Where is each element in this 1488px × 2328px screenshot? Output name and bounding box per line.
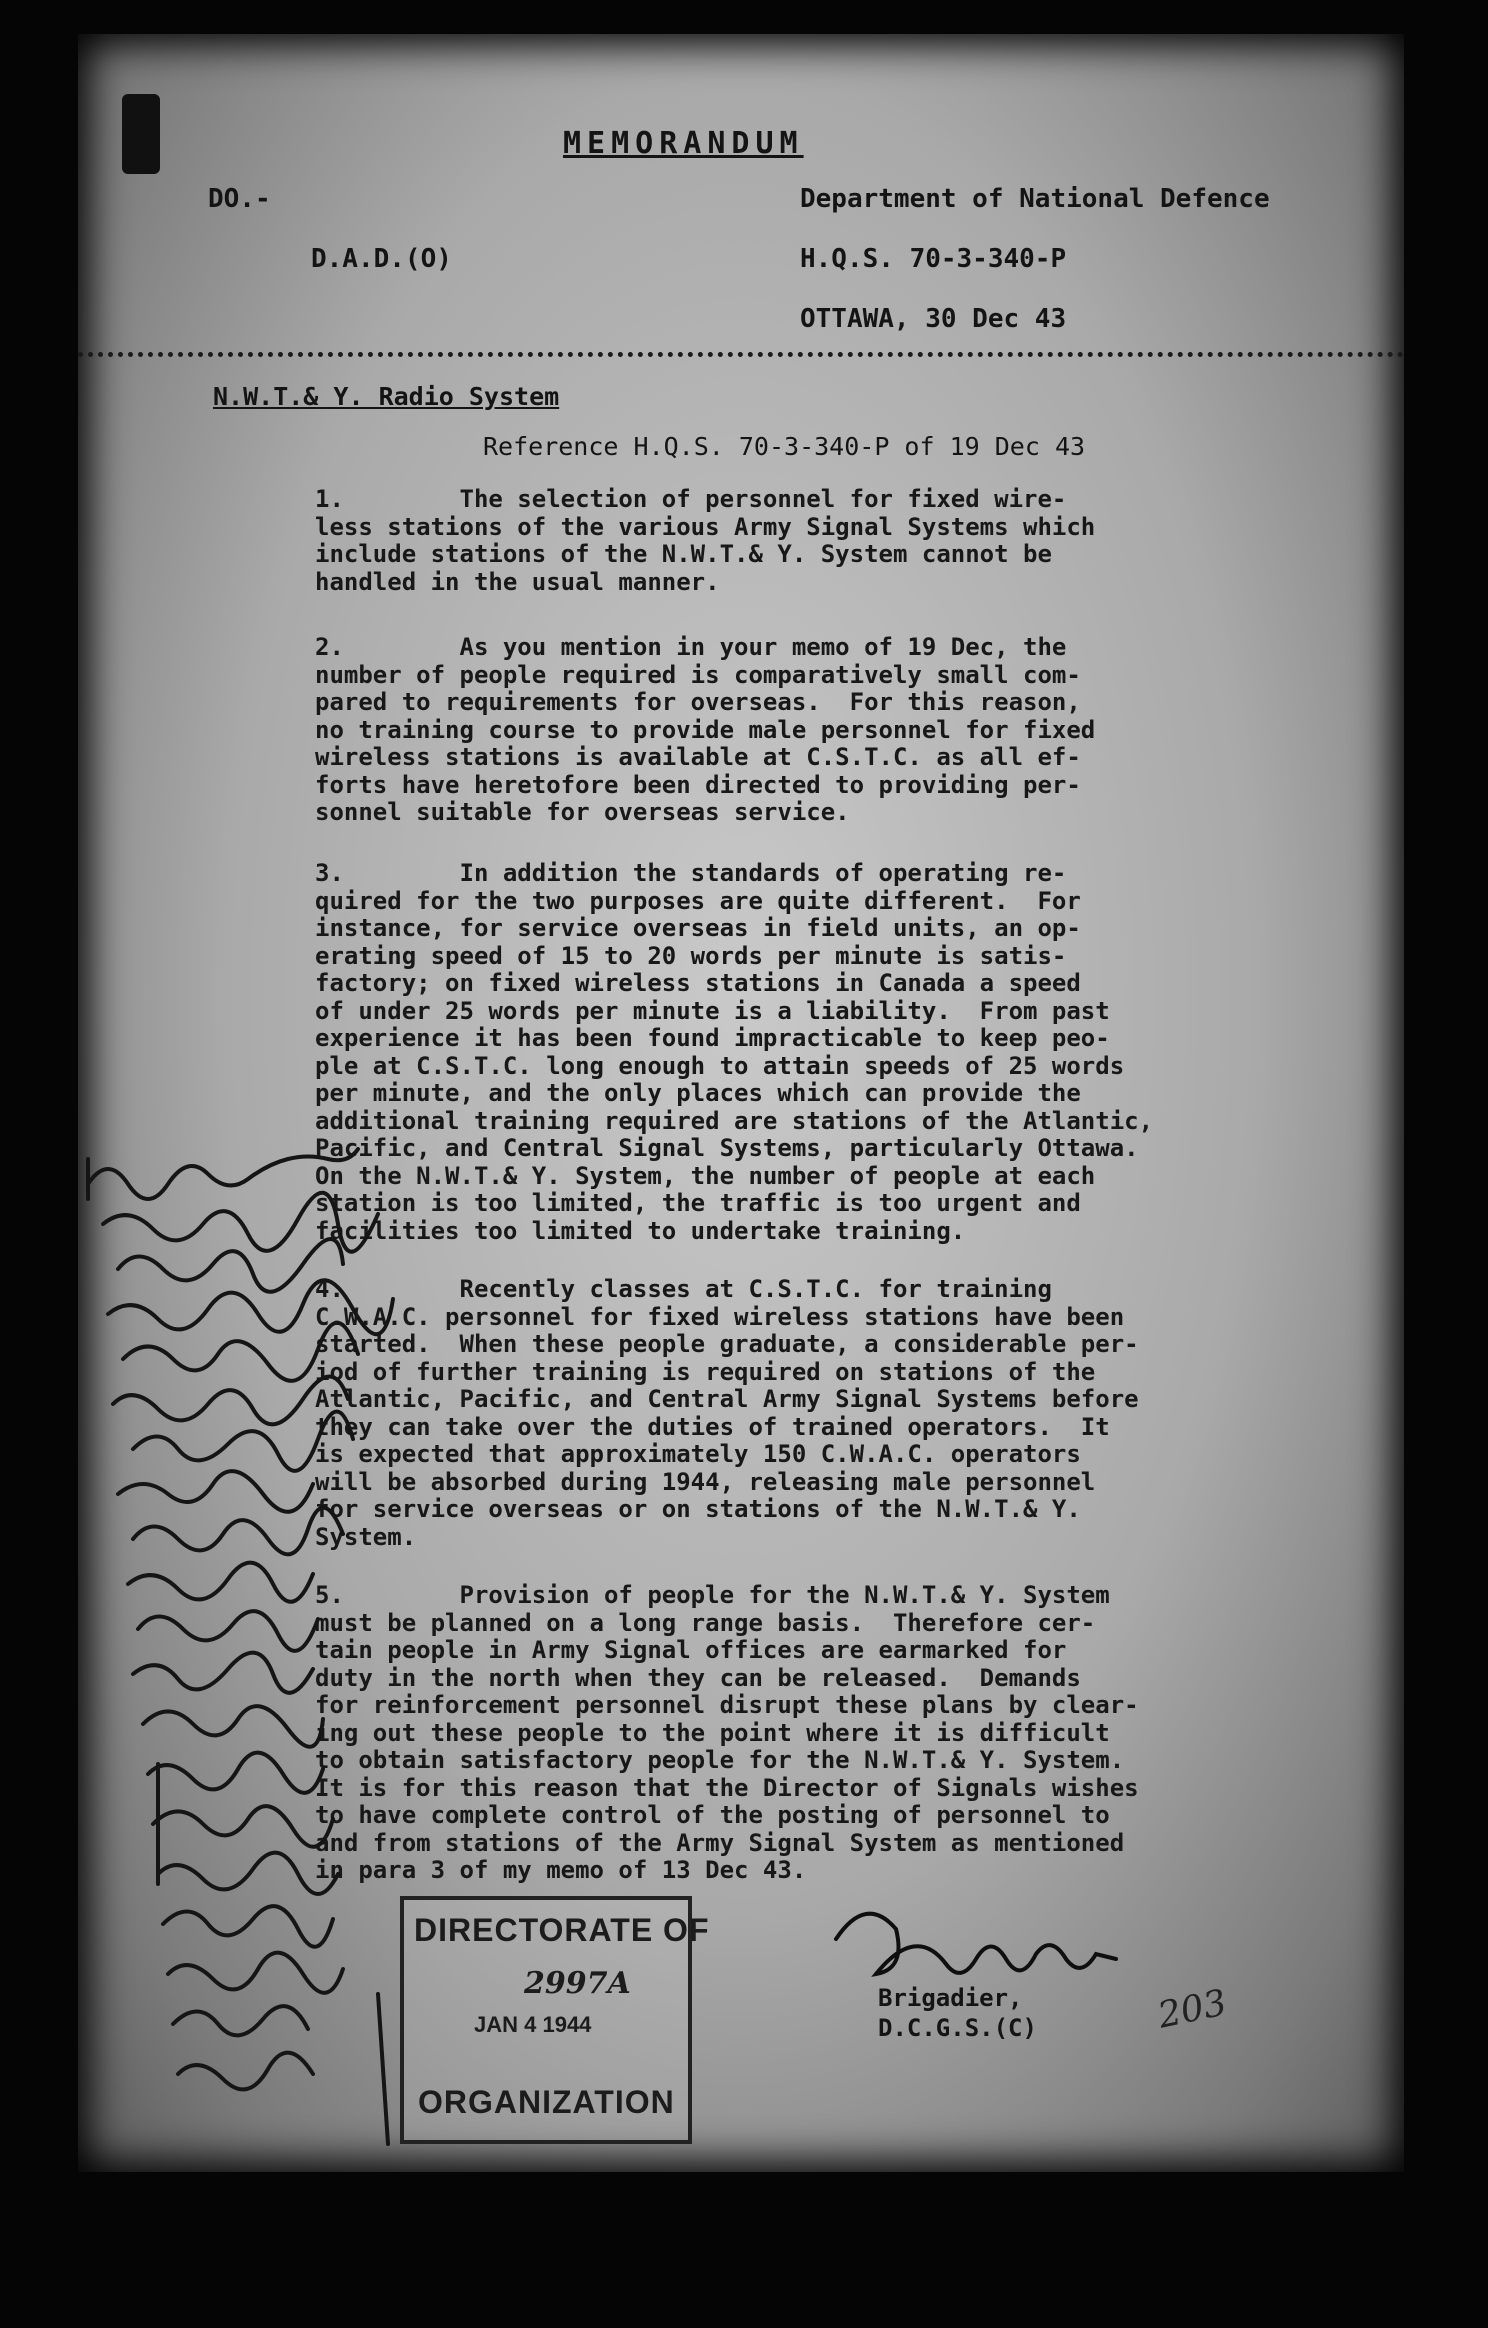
department-name: Department of National Defence — [800, 184, 1270, 214]
memo-from: D.A.D.(O) — [311, 244, 452, 274]
memo-subject: N.W.T.& Y. Radio System — [213, 382, 560, 411]
page-number: 203 — [1154, 1982, 1231, 2037]
handwritten-signature — [826, 1889, 1146, 1989]
memo-title: MEMORANDUM — [563, 126, 804, 161]
memo-to: DO.- — [208, 184, 271, 214]
dotted-divider — [78, 352, 1404, 357]
memo-page — [78, 34, 1404, 2172]
stamp-directorate-text: DIRECTORATE OF — [414, 1912, 710, 1948]
stamp-date: JAN 4 1944 — [474, 2012, 592, 2037]
signatory-rank: Brigadier, — [878, 1984, 1023, 2012]
file-reference: H.Q.S. 70-3-340-P — [800, 244, 1067, 274]
stamp-number: 2997A — [524, 1966, 631, 2001]
signatory-title: D.C.G.S.(C) — [878, 2014, 1037, 2042]
paragraph-2: 2. As you mention in your memo of 19 Dec, the number of people required is comparatively small com- pared to requirements for overseas. For this reason, no training course to provide male personnel for fixed wireless stations is available at C.S.T.C. as all ef- forts have heretofore been directed to providing per- sonnel suitable for overseas service. — [315, 633, 1096, 826]
punch-hole — [122, 94, 160, 174]
directorate-stamp — [400, 1896, 710, 2144]
paragraph-1: 1. The selection of personnel for fixed wire- less stations of the various Army Signal Systems which include stations of the N.W.T.& Y. System cannot be handled in the usual manner. — [315, 485, 1096, 596]
memo-date: OTTAWA, 30 Dec 43 — [800, 304, 1067, 334]
memo-reference: Reference H.Q.S. 70-3-340-P of 19 Dec 43 — [483, 432, 1086, 461]
paragraph-3: 3. In addition the standards of operating re- quired for the two purposes are quite different. For instance, for service overseas in field units, an op- erating speed of 15 to 20 words per minute is satis- factory; on fixed wireless stations in Canada a speed of under 25 words per minute is a liability. From past experience it has been found impracticable to keep peo- ple at C.S.T.C. long enough to attain speeds of 25 words per minute, and the only places which can provide the additional training required are stations of the Atlantic, Pacific, and Central Signal Systems, particularly Ottawa. On the N.W.T.& Y. System, the number of people at each station is too limited, the traffic is too urgent and facilities too limited to undertake training. — [315, 859, 1154, 1245]
paragraph-4: 4. Recently classes at C.S.T.C. for training C.W.A.C. personnel for fixed wireless stations have been started. When these people graduate, a considerable per- iod of further training is required on stations of the Atlantic, Pacific, and Central Army Signal Systems before they can take over the duties of trained operators. It is expected that approximately 150 C.W.A.C. operators will be absorbed during 1944, releasing male personnel for service overseas or on stations of the N.W.T.& Y. System. — [315, 1275, 1139, 1551]
paragraph-5: 5. Provision of people for the N.W.T.& Y. System must be planned on a long range basis. Therefore cer- tain people in Army Signal offices are earmarked for duty in the north when they can be released. Demands for reinforcement personnel disrupt these plans by clear- ing out these people to the point where it is difficult to obtain satisfactory people for the N.W.T.& Y. System. It is for this reason that the Director of Signals wishes to have complete control of the posting of personnel to and from stations of the Army Signal System as mentioned in para 3 of my memo of 13 Dec 43. — [315, 1581, 1139, 1884]
stamp-organization-text: ORGANIZATION — [418, 2084, 675, 2120]
